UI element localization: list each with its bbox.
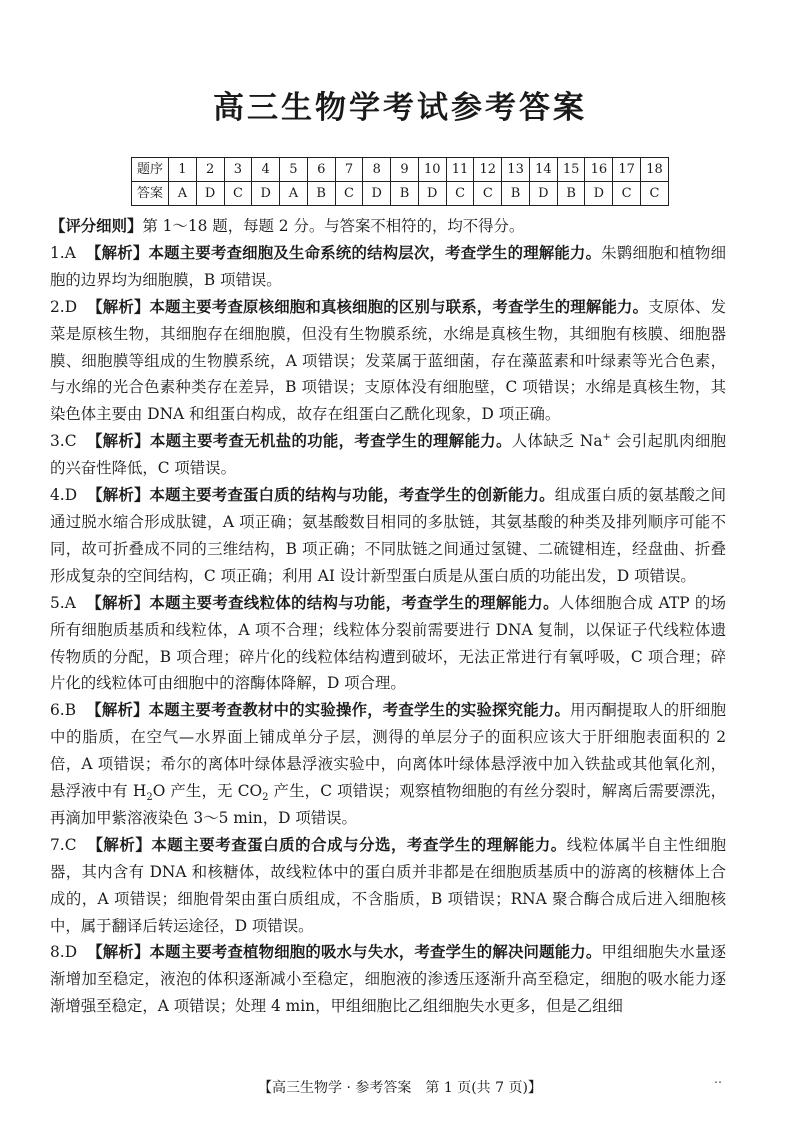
question-number-cell: 6 (307, 158, 335, 182)
question-number: 2. (50, 297, 65, 316)
analysis-summary: 本题主要考查教材中的实验操作，考查学生的实验探究能力。 (148, 701, 571, 720)
question-number-cell: 16 (585, 158, 613, 182)
answer-cell: B (502, 182, 530, 206)
question-number-cell: 18 (641, 158, 669, 182)
analysis-text: 线粒体属半自主性细胞器，其内含有 DNA 和核糖体，故线粒体中的蛋白质并非都是在细胞质基质中的游离的核糖体上合成的，A 项错误；细胞骨架由蛋白质组成，不含脂质，B 项错误；RNA 聚合酶合成后进入细胞核中，属于翻译后转运途径，D 项错误。 (50, 835, 726, 935)
question-number-cell: 11 (446, 158, 474, 182)
analysis-tag: 【解析】 (87, 835, 152, 854)
question-answer: A (64, 593, 76, 612)
question-answer: B (64, 701, 76, 720)
explanation-q1 (50, 240, 726, 294)
question-number-cell: 9 (391, 158, 419, 182)
question-number-cell: 7 (335, 158, 363, 182)
answer-cell: B (307, 182, 335, 206)
question-answer: D (64, 943, 78, 962)
analysis-text: 朱鹮细胞和植物细胞的边界均为细胞膜，B 项错误。 (50, 243, 726, 289)
answer-cell: A (280, 182, 308, 206)
answer-row (132, 182, 669, 206)
analysis-summary: 本题主要考查无机盐的功能，考查学生的理解能力。 (149, 432, 512, 451)
answer-cell: D (363, 182, 391, 206)
explanation-q6 (50, 697, 726, 832)
analysis-summary: 本题主要考查细胞及生命系统的结构层次，考查学生的理解能力。 (148, 243, 602, 262)
answer-cell: D (585, 182, 613, 206)
question-answer: D (64, 486, 78, 505)
question-number: 3. (50, 432, 65, 451)
question-number: 5. (50, 593, 65, 612)
explanation-q5 (50, 590, 726, 698)
explanation-q4 (50, 482, 726, 590)
analysis-text-end: 产生，C 项错误；观察植物细胞的有丝分裂时，解离后需要漂洗，再滴加甲紫溶液染色 3～5 min，D 项错误。 (50, 782, 726, 827)
analysis-text: 人体细胞合成 ATP 的场所有细胞质基质和线粒体，A 项不合理；线粒体分裂前需要进行 DNA 复制，以保证子代线粒体遗传物质的分配，B 项合理；碎片化的线粒体结构遭到破坏，无法正常进行有氧呼吸，C 项合理；碎片化的线粒体可由细胞中的溶酶体降解，D 项合理。 (50, 593, 726, 693)
analysis-summary: 本题主要考查线粒体的结构与功能，考查学生的理解能力。 (149, 593, 559, 612)
page-title: 高三生物学考试参考答案 (213, 90, 587, 126)
answer-table (131, 157, 669, 206)
question-number: 7. (50, 835, 65, 854)
question-number-row (132, 158, 669, 182)
explanation-q7 (50, 832, 726, 940)
question-number: 4. (50, 486, 65, 505)
scoring-text: 第 1～18 题，每题 2 分。与答案不相符的，均不得分。 (142, 217, 525, 235)
answer-cell: D (529, 182, 557, 206)
analysis-text-cont: O 产生，无 CO (152, 782, 263, 801)
analysis-text: 组成蛋白质的氨基酸之间通过脱水缩合形成肽键，A 项正确；氨基酸数目相同的多肽链，其氨基酸的种类及排列顺序可能不同，故可折叠成不同的三维结构，B 项正确；不同肽链之间通过氢键、二硫键相连，经盘曲、折叠形成复杂的空间结构，C 项正确；利用 AI 设计新型蛋白质是从蛋白质的功能出发，D 项错误。 (50, 486, 726, 585)
answer-cell: C (641, 182, 669, 206)
answer-cell: C (474, 182, 502, 206)
corner-mark: ‥ (714, 1072, 723, 1086)
subscript-2: 2 (146, 792, 153, 804)
question-number: 8. (50, 943, 65, 962)
analysis-tag: 【解析】 (86, 593, 150, 612)
answer-cell: D (252, 182, 280, 206)
answer-cell: B (557, 182, 585, 206)
question-number-cell: 8 (363, 158, 391, 182)
analysis-summary: 本题主要考查植物细胞的吸水与失水，考查学生的解决问题能力。 (149, 943, 602, 962)
question-number-cell: 2 (196, 158, 224, 182)
answer-cell: C (613, 182, 641, 206)
question-number-cell: 12 (474, 158, 502, 182)
analysis-tag: 【解析】 (87, 486, 150, 505)
question-number-cell: 17 (613, 158, 641, 182)
question-answer: D (64, 297, 78, 316)
question-number-cell: 14 (529, 158, 557, 182)
explanation-body (50, 213, 726, 1020)
analysis-summary: 本题主要考查蛋白质的结构与功能，考查学生的创新能力。 (149, 486, 555, 505)
analysis-tag: 【解析】 (86, 432, 150, 451)
question-number-cell: 10 (418, 158, 446, 182)
question-answer: C (64, 835, 77, 854)
explanation-q3 (50, 428, 726, 482)
question-number-cell: 13 (502, 158, 530, 182)
analysis-text: 甲组细胞失水量逐渐增加至稳定，液泡的体积逐渐减小至稳定，细胞液的渗透压逐渐升高至稳定，细胞的吸水能力逐渐增强至稳定，A 项错误；处理 4 min，甲组细胞比乙组细胞失水更多，但是乙组细 (50, 943, 726, 1016)
answer-cell: D (196, 182, 224, 206)
subscript-2: 2 (262, 792, 269, 804)
row-header-number: 题序 (132, 158, 169, 182)
question-number: 1. (50, 243, 65, 262)
superscript-plus: + (602, 432, 611, 444)
explanation-q8 (50, 939, 726, 1020)
question-number: 6. (50, 701, 65, 720)
scoring-tag: 【评分细则】 (50, 217, 143, 235)
row-header-answer: 答案 (132, 182, 169, 206)
question-number-cell: 5 (280, 158, 308, 182)
answer-cell: D (418, 182, 446, 206)
answer-cell: A (169, 182, 197, 206)
analysis-text: 人体缺乏 Na (511, 432, 603, 451)
analysis-tag: 【解析】 (86, 243, 149, 262)
analysis-text-cont: 会引起肌肉细胞的兴奋性降低，C 项错误。 (50, 432, 726, 478)
answer-cell: B (391, 182, 419, 206)
answer-cell: C (446, 182, 474, 206)
scoring-rules (50, 213, 726, 240)
question-number-cell: 1 (169, 158, 197, 182)
analysis-tag: 【解析】 (86, 701, 149, 720)
question-number-cell: 3 (224, 158, 252, 182)
analysis-summary: 本题主要考查原核细胞和真核细胞的区别与联系，考查学生的理解能力。 (149, 297, 649, 316)
answer-cell: C (335, 182, 363, 206)
analysis-text: 用丙酮提取人的肝细胞中的脂质，在空气—水界面上铺成单分子层，测得的单层分子的面积应该大于肝细胞表面积的 2 倍，A 项错误；希尔的离体叶绿体悬浮液实验中，向离体叶绿体悬浮液中加入铁盐或其他氧化剂，悬浮液中有 H (50, 701, 726, 801)
analysis-summary: 本题主要考查蛋白质的合成与分选，考查学生的理解能力。 (151, 835, 567, 854)
page-footer: 【高三生物学 · 参考答案 第 1 页(共 7 页)】 (258, 1080, 542, 1096)
analysis-tag: 【解析】 (87, 943, 150, 962)
question-answer: C (64, 432, 77, 451)
explanation-q2 (50, 294, 726, 429)
analysis-text: 支原体、发菜是原核生物，其细胞存在细胞膜，但没有生物膜系统，水绵是真核生物，其细胞有核膜、细胞器膜、细胞膜等组成的生物膜系统，A 项错误；发菜属于蓝细菌，存在藻蓝素和叶绿素等光合色素，与水绵的光合色素种类存在差异，B 项错误；支原体没有细胞壁，C 项错误；水绵是真核生物，其染色体主要由 DNA 和组蛋白构成，故存在组蛋白乙酰化现象，D 项正确。 (50, 297, 726, 424)
analysis-tag: 【解析】 (87, 297, 150, 316)
question-number-cell: 15 (557, 158, 585, 182)
question-answer: A (64, 243, 76, 262)
question-number-cell: 4 (252, 158, 280, 182)
answer-cell: C (224, 182, 252, 206)
